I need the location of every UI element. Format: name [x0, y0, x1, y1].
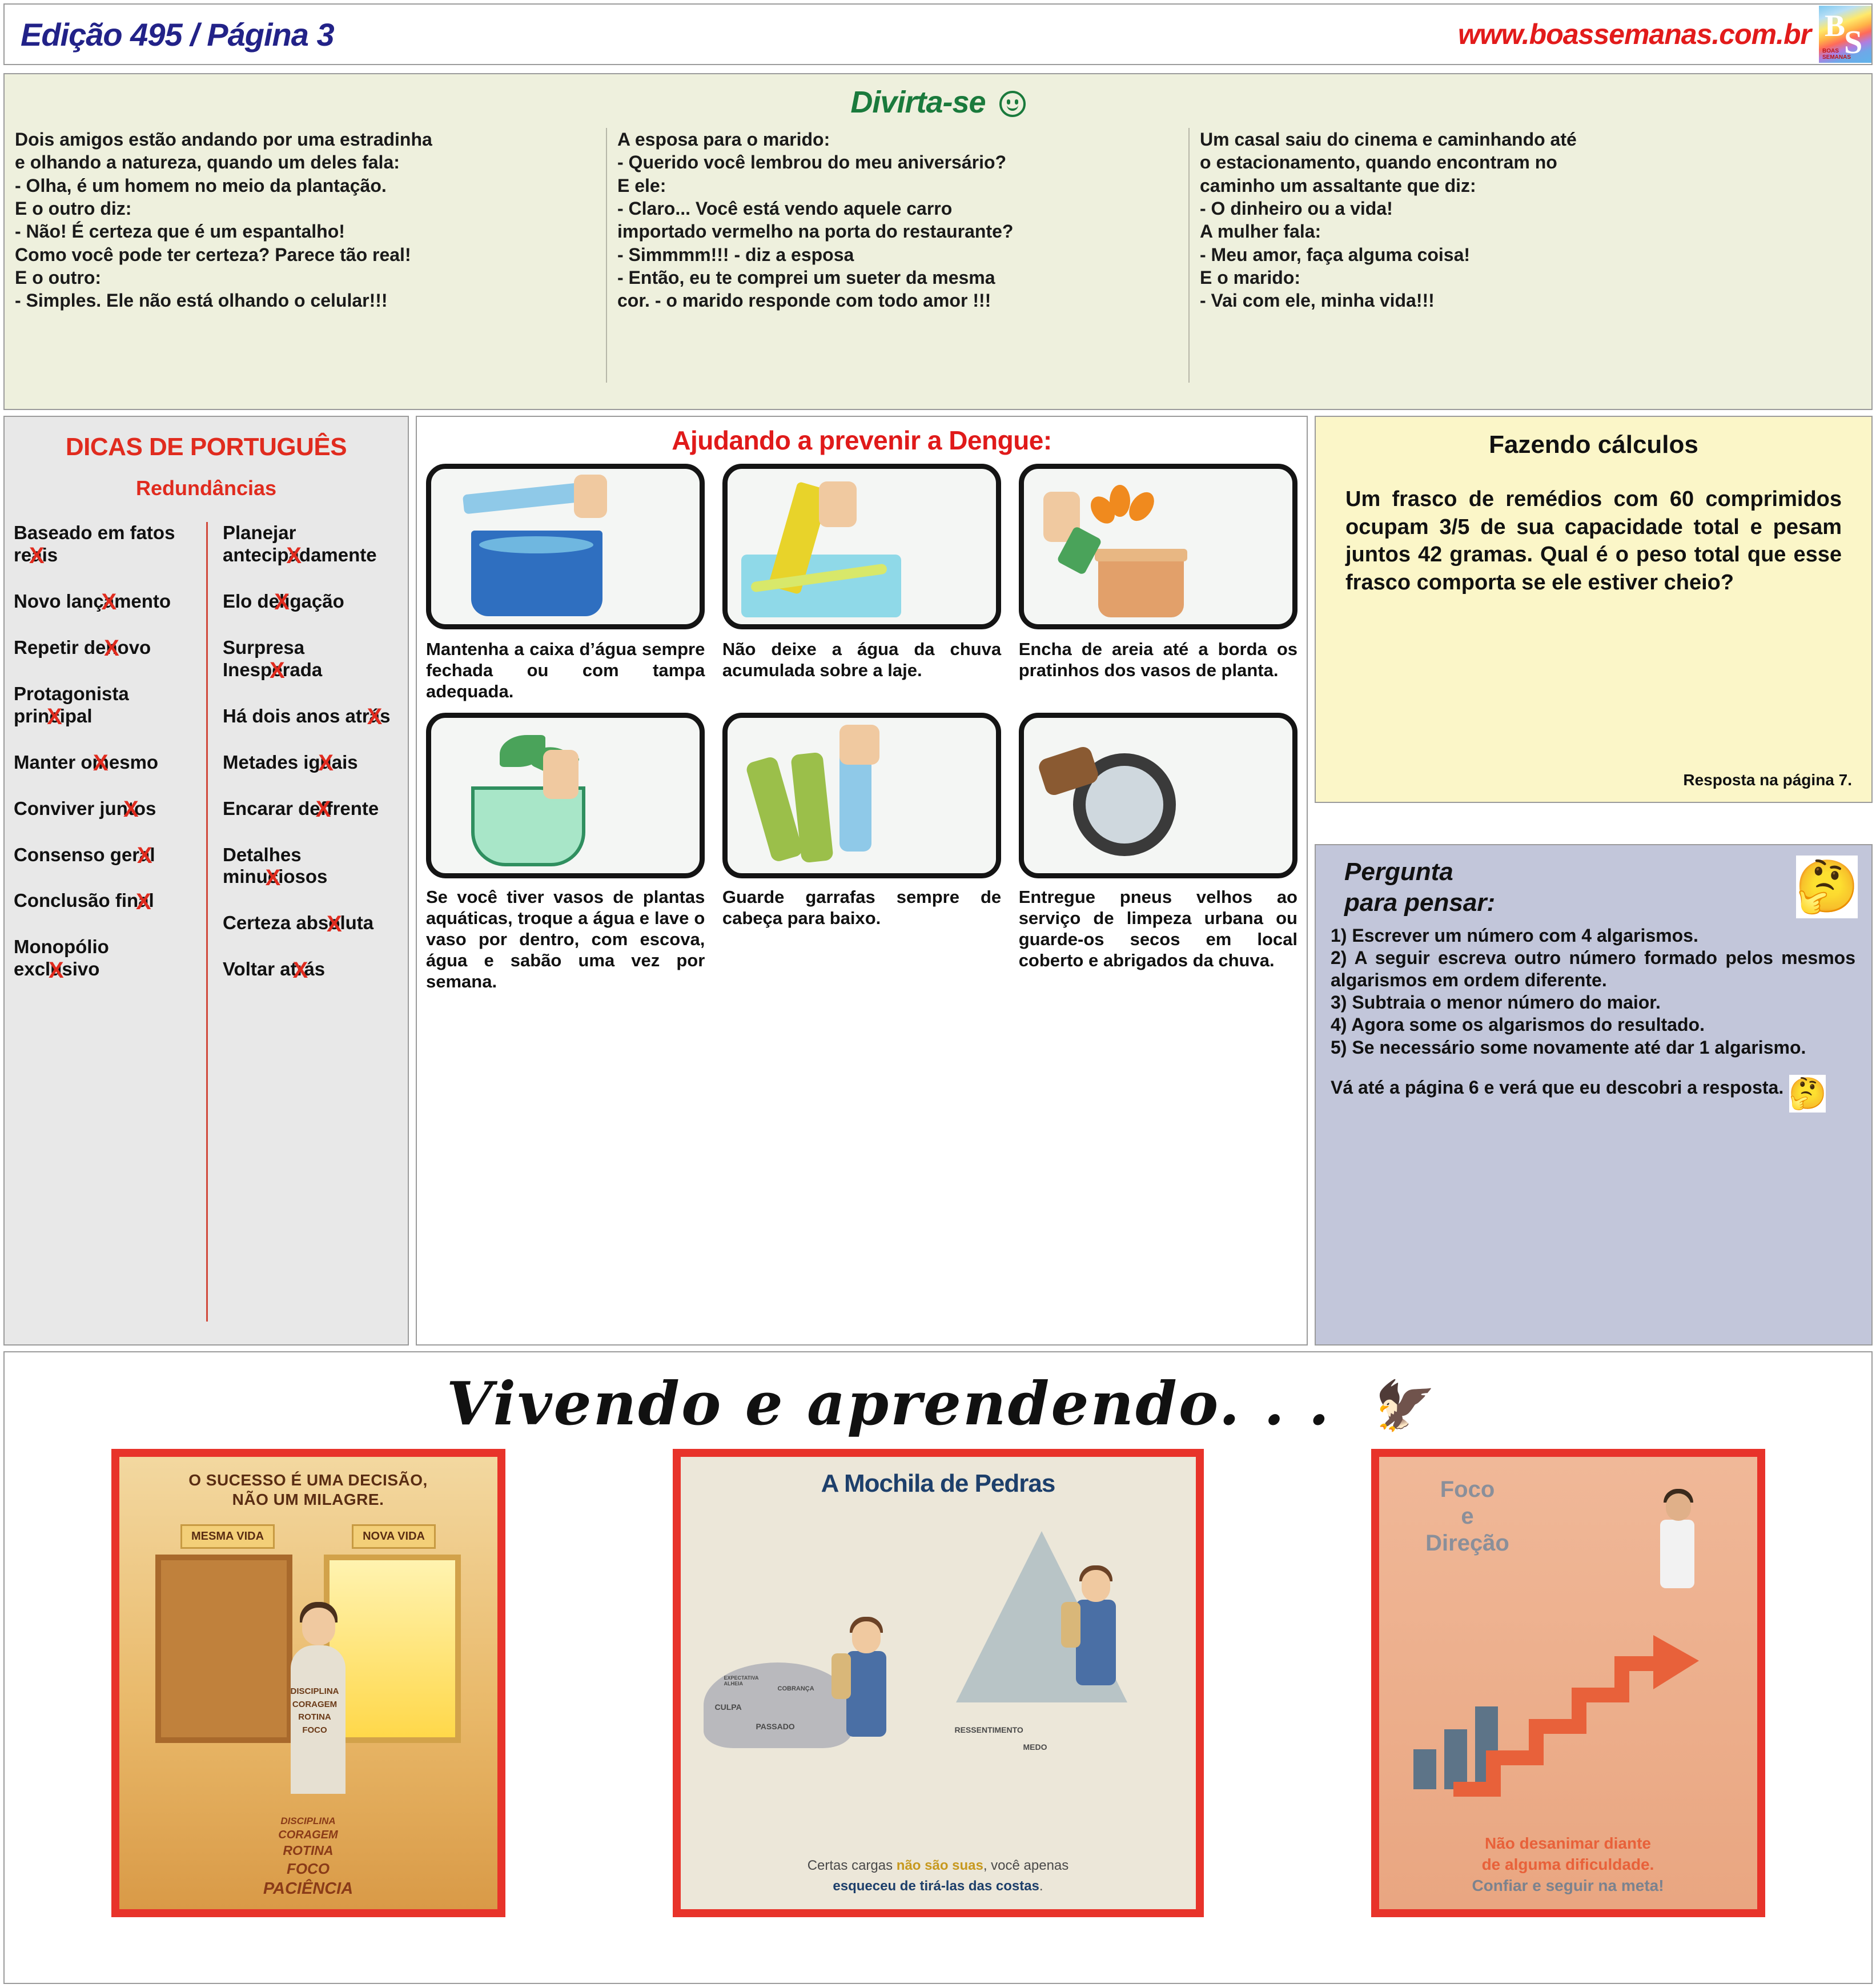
- pensar-title: [1316, 845, 1871, 918]
- redundancia-text-after: frente: [326, 797, 379, 819]
- hiker-figure-right-icon: [1076, 1600, 1116, 1685]
- floor-word: FOCO: [286, 1860, 330, 1877]
- squeegee-roof-icon: [722, 464, 1001, 629]
- logo-caption: [1822, 49, 1851, 61]
- vivendo-aprendendo-section: [3, 1351, 1873, 1984]
- hiker-head: [1082, 1570, 1110, 1602]
- red-x-strike-icon: e X: [272, 659, 282, 680]
- redundancia-text-after: ás: [304, 958, 326, 980]
- foco-title-line2: e: [1461, 1504, 1474, 1529]
- redundancia-text-after: l: [148, 890, 154, 911]
- rock-word: MEDO: [1023, 1742, 1047, 1752]
- backpack-icon: [831, 1653, 851, 1699]
- pensar-step: 4) Agora some os algarismos do resultado.: [1331, 1014, 1705, 1035]
- pensar-final-text: Vá até a página 6 e verá que eu descobri a resposta.: [1331, 1077, 1784, 1098]
- red-x-strike-icon: a X: [138, 890, 148, 911]
- door-label-right: NOVA VIDA: [352, 1524, 436, 1549]
- caption-part2: , você apenas: [983, 1858, 1069, 1873]
- joke-line: A esposa para o marido:: [617, 129, 830, 150]
- door-closed-icon: [155, 1555, 292, 1743]
- step-word: FOCO: [302, 1725, 327, 1735]
- red-x-strike-icon: o X: [328, 912, 340, 933]
- floor-word: CORAGEM: [278, 1828, 338, 1841]
- redundancia-text-before: Planejar antecip: [223, 522, 296, 565]
- logo-caption-line1: BOAS: [1822, 48, 1839, 54]
- pensar-step: 1) Escrever um número com 4 algarismos.: [1331, 925, 1698, 946]
- redundancia-item: [14, 591, 199, 613]
- rock-word: EXPECTATIVA ALHEIA: [724, 1675, 759, 1686]
- redundancia-item: [14, 890, 199, 912]
- redundancia-item: [223, 798, 401, 820]
- pensar-steps: [1316, 918, 1871, 1112]
- caption-part1: Certas cargas: [807, 1858, 897, 1873]
- mochila-caption: [681, 1856, 1196, 1897]
- red-x-strike-icon: a X: [289, 544, 299, 565]
- hiker-figure-left-icon: [846, 1651, 886, 1737]
- red-x-strike-icon: r X: [297, 958, 304, 979]
- redundancia-text-after: iosos: [278, 866, 328, 887]
- redundancias-grid: [5, 522, 408, 1322]
- joke-item-3: [1190, 128, 1869, 383]
- calculos-body: Um frasco de remédios com 60 comprimidos ocupam 3/5 de sua capacidade total e pesam juntos 42 gramas. Qual é o peso total que esse frasco comporta se ele estiver cheio?: [1345, 487, 1842, 595]
- joke-line: Dois amigos estão andando por uma estradinha: [15, 129, 432, 150]
- dengue-caption: Encha de areia até a borda os pratinhos dos vasos de planta.: [1018, 639, 1297, 681]
- joke-line: - Então, eu te comprei um sueter da mesma: [617, 267, 995, 288]
- pensar-step: 3) Subtraia o menor número do maior.: [1331, 992, 1661, 1013]
- joke-line: - Meu amor, faça alguma coisa!: [1200, 244, 1471, 265]
- rock-pile-icon: [704, 1662, 852, 1748]
- calculos-answer-note: Resposta na página 7.: [1683, 771, 1852, 789]
- redundancia-item: [14, 683, 199, 728]
- foco-poster-title: [1402, 1476, 1533, 1557]
- redundancia-text-after: l: [150, 844, 155, 865]
- redundancia-text-after: damente: [299, 544, 377, 565]
- joke-line: - Querido você lembrou do meu aniversário?: [617, 152, 1007, 173]
- dengue-tip-3: [1019, 464, 1297, 702]
- pensar-step: 2) A seguir escreva outro número formado pelos mesmos algarismos em ordem diferente.: [1331, 947, 1855, 991]
- floor-word: ROTINA: [283, 1842, 334, 1858]
- pensar-title-line2: para pensar:: [1344, 888, 1496, 917]
- redundancia-text-before: Metades ig: [223, 751, 320, 773]
- joke-line: E o outro diz:: [15, 198, 132, 219]
- joke-line: cor. - o marido responde com todo amor !!!: [617, 290, 991, 311]
- sucesso-poster: [111, 1449, 505, 1917]
- red-x-strike-icon: u X: [50, 958, 62, 979]
- joke-line: - Simmmm!!! - diz a esposa: [617, 244, 854, 265]
- redundancia-text-after: rada: [282, 658, 323, 680]
- mochila-poster-title: A Mochila de Pedras: [821, 1469, 1055, 1497]
- joke-line: Um casal saiu do cinema e caminhando até: [1200, 129, 1577, 150]
- redundancia-text-before: Protagonista prin: [14, 682, 129, 726]
- thinking-face-icon: 🤔: [1796, 856, 1858, 918]
- sucesso-poster-title: [119, 1457, 497, 1509]
- dengue-grid: [417, 456, 1307, 993]
- foco-caption-line1: Não desanimar diante: [1485, 1834, 1651, 1853]
- joke-line: E o outro:: [15, 267, 102, 288]
- old-tire-icon: [1019, 713, 1297, 878]
- redundancia-item: [14, 936, 199, 981]
- redundancia-item: [223, 912, 401, 934]
- thinking-face-icon-small: 🤔: [1789, 1075, 1826, 1113]
- runner-head: [1666, 1493, 1691, 1521]
- backpack-icon: [1061, 1602, 1080, 1648]
- pensar-step: 5) Se necessário some novamente até dar 1 algarismo.: [1331, 1037, 1806, 1058]
- redundancia-text-after: s: [380, 705, 391, 726]
- dengue-row-1: [426, 464, 1297, 702]
- redundancia-item: [223, 522, 401, 567]
- header-right-group: [1458, 5, 1871, 64]
- posters-row: [5, 1439, 1871, 1917]
- red-x-strike-icon: c X: [49, 705, 59, 726]
- mochila-scene: [681, 1520, 1196, 1765]
- edition-title: Edição 495 / Página 3: [21, 16, 334, 53]
- redundancia-text-after: mento: [114, 590, 171, 612]
- jokes-columns: [5, 120, 1871, 383]
- bar: [1413, 1749, 1436, 1789]
- redundancia-item: [14, 844, 199, 866]
- vivendo-title: [5, 1352, 1871, 1439]
- redundancia-text-before: Surpresa Inesp: [223, 636, 305, 680]
- foco-title-line3: Direção: [1425, 1531, 1509, 1556]
- redundancia-item: [223, 844, 401, 889]
- dicas-subtitle: Redundâncias: [135, 476, 277, 500]
- joke-item-2: [607, 128, 1190, 383]
- jokes-section-title: [5, 74, 1871, 120]
- foco-title-line1: Foco: [1440, 1477, 1495, 1502]
- logo-caption-line2: SEMANAS: [1822, 54, 1851, 61]
- redundancia-text-before: Conviver jun: [14, 797, 128, 819]
- dengue-caption: Se você tiver vasos de plantas aquáticas, troque a água e lave o vaso por dentro, com escova, água e sabão uma vez por semana.: [426, 886, 705, 992]
- rock-word: CULPA: [714, 1702, 742, 1712]
- redundancia-item: [223, 637, 401, 681]
- jokes-section: [3, 73, 1873, 410]
- door-labels: [119, 1509, 497, 1549]
- dengue-prevention-section: [416, 416, 1308, 1346]
- aquatic-plant-vase-icon: [426, 713, 705, 878]
- floor-word: PACIÊNCIA: [263, 1879, 353, 1898]
- step-word: CORAGEM: [292, 1699, 338, 1709]
- redundancia-text-after: ovo: [117, 636, 151, 658]
- redundancias-column-right: [206, 522, 408, 1322]
- redundancia-text-after: ais: [331, 751, 358, 773]
- dengue-caption: Mantenha a caixa d’água sempre fechada ou com tampa adequada.: [426, 639, 705, 702]
- joke-line: - Vai com ele, minha vida!!!: [1200, 290, 1435, 311]
- dicas-title: DICAS DE PORTUGUÊS: [65, 433, 347, 461]
- red-x-strike-icon: c X: [268, 866, 278, 887]
- redundancia-text-after: sivo: [62, 958, 100, 980]
- red-x-strike-icon: a X: [31, 544, 42, 565]
- caption-line2: esqueceu de tirá-las das costas: [833, 1878, 1039, 1894]
- redundancia-text-after: is: [42, 544, 58, 565]
- caption-end: .: [1039, 1878, 1043, 1894]
- redundancia-text-before: Monopólio excl: [14, 936, 109, 980]
- redundancia-item: [223, 591, 401, 613]
- redundancia-text-before: Novo lanç: [14, 590, 104, 612]
- redundancia-item: [14, 637, 199, 659]
- joke-line: - Simples. Ele não está olhando o celular!!!: [15, 290, 388, 311]
- boas-semanas-logo-icon: [1819, 6, 1871, 63]
- bottles-upside-down-icon: [722, 713, 1001, 878]
- joke-line: importado vermelho na porta do restaurante?: [617, 221, 1014, 242]
- dengue-tip-2: [722, 464, 1001, 702]
- dengue-caption: Guarde garrafas sempre de cabeça para baixo.: [722, 886, 1002, 928]
- smiley-face-icon: [999, 91, 1026, 117]
- pergunta-para-pensar-section: [1315, 844, 1873, 1346]
- eagle-icon: 🦅: [1368, 1377, 1430, 1433]
- redundancia-text-before: Repetir de: [14, 636, 106, 658]
- sucesso-step-words: [291, 1685, 339, 1737]
- flower-pot-sand-icon: [1019, 464, 1297, 629]
- joke-line: - O dinheiro ou a vida!: [1200, 198, 1393, 219]
- dengue-tip-5: [722, 713, 1001, 993]
- dengue-tip-6: [1019, 713, 1297, 993]
- red-x-strike-icon: f X: [320, 798, 327, 819]
- vivendo-title-text: Vivendo e aprendendo. . .: [446, 1368, 1331, 1439]
- redundancia-text-before: Consenso ger: [14, 844, 140, 865]
- fazendo-calculos-section: [1315, 416, 1873, 803]
- step-word: DISCIPLINA: [290, 1686, 339, 1696]
- redundancia-text-after: luta: [340, 912, 374, 934]
- foco-direcao-poster: [1371, 1449, 1765, 1917]
- dengue-caption: Não deixe a água da chuva acumulada sobre a laje.: [722, 639, 1002, 681]
- redundancia-text-before: Detalhes minu: [223, 844, 302, 887]
- redundancia-item: [223, 958, 401, 981]
- red-x-strike-icon: n X: [106, 637, 117, 658]
- calculos-title: Fazendo cálculos: [1489, 431, 1698, 459]
- sucesso-title-line2: NÃO UM MILAGRE.: [232, 1491, 384, 1509]
- red-x-strike-icon: a X: [104, 591, 114, 612]
- redundancias-column-left: [5, 522, 206, 1322]
- jokes-title-text: Divirta-se: [850, 85, 986, 119]
- sucesso-floor-words: [119, 1815, 497, 1900]
- redundancia-item: [223, 705, 401, 728]
- rock-word: RESSENTIMENTO: [954, 1725, 1023, 1734]
- foco-caption: [1379, 1833, 1757, 1897]
- foco-caption-line3: Confiar e seguir na meta!: [1472, 1877, 1664, 1895]
- redundancia-text-before: Certeza abs: [223, 912, 329, 934]
- redundancia-item: [14, 752, 199, 774]
- red-x-strike-icon: a X: [139, 844, 150, 865]
- logo-letter-b: B: [1825, 9, 1846, 43]
- rock-word: PASSADO: [756, 1722, 795, 1731]
- dengue-caption: Entregue pneus velhos ao serviço de limpeza urbana ou guarde-os secos em local coberto e abrigados da chuva.: [1018, 886, 1297, 971]
- dengue-row-2: [426, 713, 1297, 993]
- redundancia-text-before: Há dois anos atr: [223, 705, 369, 726]
- red-x-strike-icon: u X: [320, 752, 332, 773]
- water-tank-icon: [426, 464, 705, 629]
- pensar-title-line1: Pergunta: [1344, 858, 1453, 886]
- floor-word: DISCIPLINA: [280, 1815, 336, 1826]
- red-x-strike-icon: m X: [93, 752, 109, 773]
- step-word: ROTINA: [298, 1712, 331, 1722]
- redundancia-text-before: Baseado em fatos re: [14, 522, 175, 565]
- person-head: [302, 1608, 335, 1645]
- redundancia-item: [14, 798, 199, 820]
- redundancia-text-after: igação: [284, 590, 344, 612]
- red-x-strike-icon: l X: [279, 591, 284, 612]
- red-x-strike-icon: t X: [128, 798, 134, 819]
- redundancia-text-after: os: [134, 797, 156, 819]
- logo-letter-s: S: [1844, 23, 1863, 61]
- redundancia-text-before: Manter o: [14, 751, 93, 773]
- dengue-title: Ajudando a prevenir a Dengue:: [672, 425, 1052, 455]
- sucesso-title-line1: O SUCESSO É UMA DECISÃO,: [188, 1471, 428, 1489]
- dengue-tip-1: [426, 464, 705, 702]
- joke-item-1: [5, 128, 607, 383]
- redundancia-item: [14, 522, 199, 567]
- hiker-head: [852, 1621, 881, 1653]
- joke-line: - Olha, é um homem no meio da plantação.: [15, 175, 387, 196]
- red-x-strike-icon: á X: [369, 705, 380, 726]
- rising-arrow-icon: [1448, 1629, 1710, 1801]
- redundancia-text-after: esmo: [109, 751, 159, 773]
- joke-line: o estacionamento, quando encontram no: [1200, 152, 1557, 173]
- mochila-poster: [673, 1449, 1204, 1917]
- joke-line: e olhando a natureza, quando um deles fala:: [15, 152, 400, 173]
- joke-line: Como você pode ter certeza? Parece tão real!: [15, 244, 411, 265]
- caption-highlight: não são suas: [896, 1858, 983, 1873]
- redundancia-text-before: Encarar de: [223, 797, 320, 819]
- redundancia-text-before: Conclusão fin: [14, 890, 139, 911]
- site-url[interactable]: www.boassemanas.com.br: [1457, 18, 1811, 50]
- joke-line: A mulher fala:: [1200, 221, 1321, 242]
- joke-line: E o marido:: [1200, 267, 1301, 288]
- joke-line: - Claro... Você está vendo aquele carro: [617, 198, 953, 219]
- redundancia-text-after: ipal: [59, 705, 93, 726]
- redundancia-text-before: Elo de: [223, 590, 280, 612]
- page-header: [3, 3, 1873, 65]
- rock-word: COBRANÇA: [777, 1685, 814, 1692]
- dengue-tip-4: [426, 713, 705, 993]
- joke-line: caminho um assaltante que diz:: [1200, 175, 1476, 196]
- redundancia-item: [223, 752, 401, 774]
- redundancia-text-before: Voltar at: [223, 958, 297, 980]
- joke-line: E ele:: [617, 175, 666, 196]
- dicas-portugues-section: [3, 416, 409, 1346]
- pensar-final-note: [1331, 1075, 1855, 1113]
- foco-caption-line2: de alguma dificuldade.: [1481, 1856, 1654, 1874]
- runner-figure-icon: [1660, 1520, 1694, 1588]
- joke-line: - Não! É certeza que é um espantalho!: [15, 221, 345, 242]
- door-label-left: MESMA VIDA: [180, 1524, 275, 1549]
